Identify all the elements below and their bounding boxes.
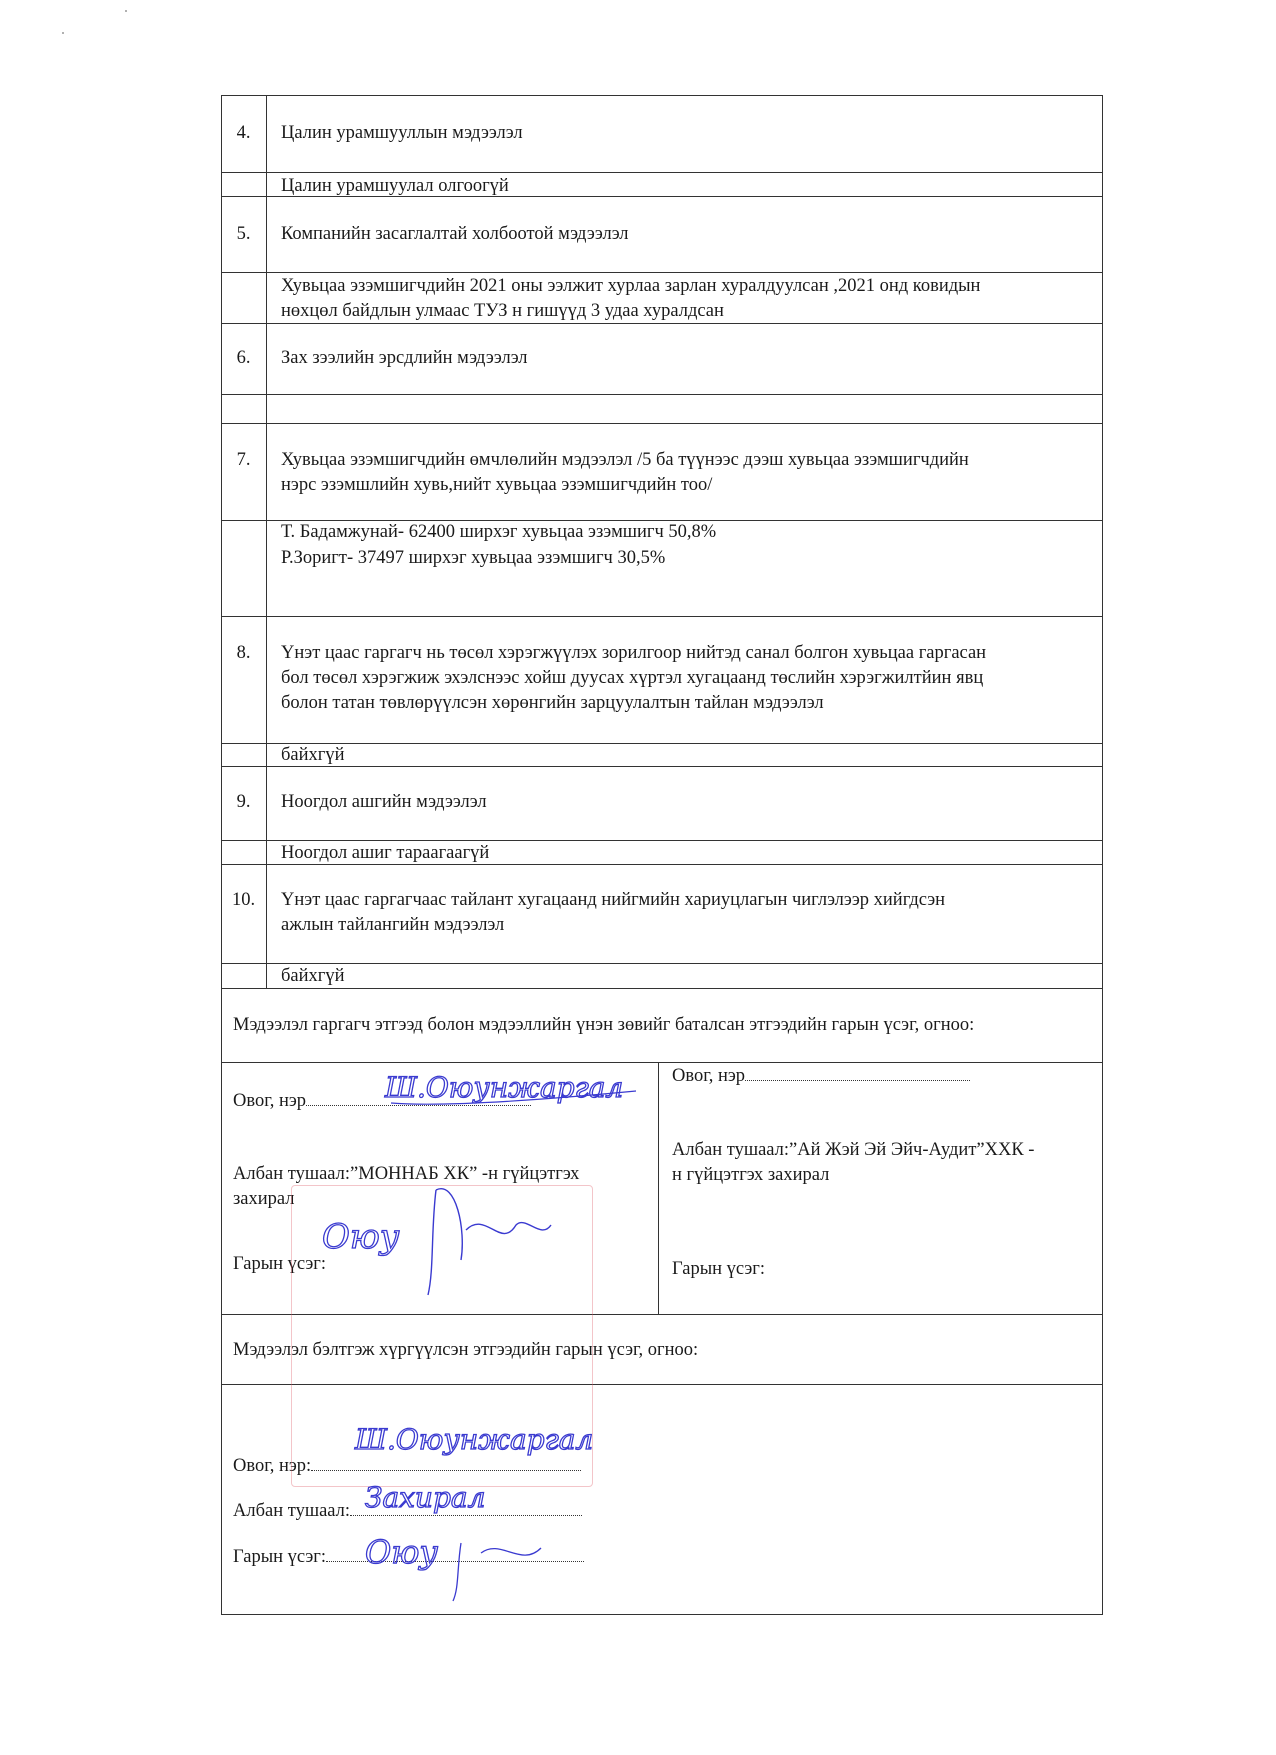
auditor-position-field — [672, 1138, 1092, 1188]
sign-label: Гарын үсэг: — [233, 1547, 327, 1567]
row-number: 5. — [236, 224, 251, 244]
row-title-line: болон татан төвлөрүүлсэн хөрөнгийн зарцуулалтын тайлан мэдээлэл — [281, 693, 824, 713]
position-dotted-line — [350, 1498, 582, 1516]
row-answer: Цалин урамшуулал олгоогүй — [281, 176, 509, 196]
row-answer-line: Т. Бадамжунай- 62400 ширхэг хувьцаа эзэмшигч 50,8% — [281, 522, 717, 542]
row-answer-line: нөхцөл байдлын улмаас ТУЗ н гишүүд 3 удаа хуралдсан — [281, 301, 724, 321]
row-answer: байхгүй — [281, 966, 345, 986]
row-answer: Ноогдол ашиг тараагаагүй — [281, 843, 490, 863]
svg-text:Захирал: Захирал — [365, 1481, 486, 1514]
row-title: Цалин урамшууллын мэдээлэл — [281, 123, 523, 143]
row-title-line: Хувьцаа эзэмшигчдийн өмчлөлийн мэдээлэл /5 ба түүнээс дээш хувьцаа эзэмшигчдийн — [281, 450, 969, 470]
disclosure-table — [221, 95, 1103, 1615]
preparer-position-field — [233, 1498, 733, 1524]
auditor-name-field — [672, 1063, 1092, 1089]
name-label: Овог, нэр: — [233, 1456, 312, 1476]
row-number: 9. — [236, 792, 251, 812]
row-number: 4. — [236, 123, 251, 143]
row-answer — [281, 519, 1091, 571]
row-title: Компанийн засаглалтай холбоотой мэдээлэл — [281, 224, 629, 244]
position-line: Албан тушаал:”Ай Жэй Эй Эйч-Аудит”ХХК - — [672, 1140, 1035, 1160]
row-answer: байхгүй — [281, 745, 345, 765]
svg-text:Оюу: Оюу — [365, 1533, 438, 1571]
preparer-sign-field — [233, 1544, 733, 1570]
row-number: 10. — [231, 890, 256, 910]
svg-text:Оюу: Оюу — [322, 1217, 400, 1257]
row-answer-line: Р.Зоригт- 37497 ширхэг хувьцаа эзэмшигч 30,5% — [281, 548, 666, 568]
preparer-section-heading: Мэдээлэл бэлтгэж хүргүүлсэн этгээдийн гарын үсэг, огноо: — [233, 1340, 699, 1360]
row-number: 6. — [236, 348, 251, 368]
position-line: захирал — [233, 1189, 295, 1209]
issuer-section-heading: Мэдээлэл гаргагч этгээд болон мэдээллийн үнэн зөвийг баталсан этгээдийн гарын үсэг, огноо: — [233, 1015, 975, 1035]
row-title — [281, 888, 1091, 938]
scan-speck — [62, 32, 64, 34]
name-label: Овог, нэр — [672, 1066, 746, 1086]
issuer-sign-label: Гарын үсэг: — [233, 1254, 327, 1274]
row-title-line: нэрс эзэмшлийн хувь,нийт хувьцаа эзэмшигчдийн тоо/ — [281, 475, 713, 495]
position-line: Албан тушаал:”МОННАБ ХК” -н гүйцэтгэх — [233, 1164, 580, 1184]
row-number: 7. — [236, 450, 251, 470]
row-title-line: бол төсөл хэрэгжиж эхэлснээс хойш дуусах хүртэл хугацаанд төслийн хэрэгжилтйин явц — [281, 668, 984, 688]
position-label: Албан тушаал: — [233, 1501, 351, 1521]
auditor-sign-label: Гарын үсэг: — [672, 1259, 766, 1279]
row-title — [281, 641, 1091, 716]
row-title-line: Үнэт цаас гаргагч нь төсөл хэрэгжүүлэх зорилгоор нийтэд санал болгон хувьцаа гаргасан — [281, 643, 987, 663]
scan-speck — [125, 10, 127, 12]
row-title: Ноогдол ашгийн мэдээлэл — [281, 792, 487, 812]
row-answer-line: Хувьцаа эзэмшигчдийн 2021 оны ээлжит хурлаа зарлан хуралдуулсан ,2021 онд ковидын — [281, 276, 981, 296]
issuer-name-field — [233, 1088, 653, 1114]
sign-dotted-line — [326, 1544, 584, 1562]
svg-text:Ш.Оюунжаргал: Ш.Оюунжаргал — [355, 1423, 594, 1456]
company-stamp — [291, 1185, 593, 1487]
name-dotted-line — [306, 1088, 531, 1106]
row-title: Зах зээлийн эрсдлийн мэдээлэл — [281, 348, 528, 368]
row-title-line: ажлын тайлангийн мэдээлэл — [281, 915, 505, 935]
row-title-line: Үнэт цаас гаргагчаас тайлант хугацаанд нийгмийн хариуцлагын чиглэлээр хийгдсэн — [281, 890, 946, 910]
row-number: 8. — [236, 643, 251, 663]
row-title — [281, 448, 1091, 498]
name-label: Овог, нэр — [233, 1091, 307, 1111]
row-answer — [281, 274, 1091, 324]
svg-text:Ш.Оюунжаргал: Ш.Оюунжаргал — [385, 1071, 624, 1104]
name-dotted-line — [745, 1063, 970, 1081]
position-line: н гүйцэтгэх захирал — [672, 1165, 830, 1185]
